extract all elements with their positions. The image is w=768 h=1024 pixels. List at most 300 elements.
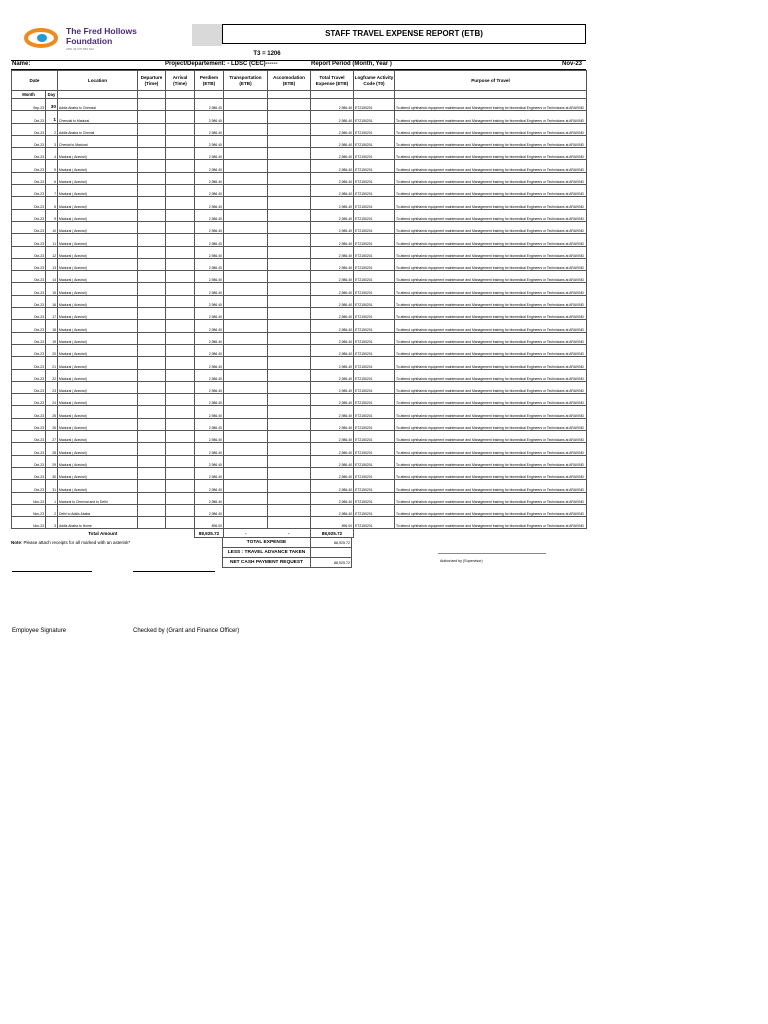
row-logframe-code: ET2150201 <box>354 209 395 221</box>
row-transportation <box>224 443 268 455</box>
row-perdiem: 2,986.40 <box>195 111 224 123</box>
row-purpose: To attend ophthalmic equipment maintenance and Management training for biomedical Engineers or Technicians at ARAVIND <box>395 332 587 344</box>
row-accommodation <box>268 504 311 516</box>
summary-net-label: NET CASH PAYMENT REQUEST <box>223 558 311 568</box>
row-transportation <box>224 99 268 111</box>
row-day: 8 <box>46 197 58 209</box>
row-day: 18 <box>46 320 58 332</box>
row-location: Madurai ( Aravind) <box>58 308 138 320</box>
row-perdiem: 896.00 <box>195 517 224 529</box>
row-arrival <box>166 406 195 418</box>
row-transportation <box>224 123 268 135</box>
row-accommodation <box>268 406 311 418</box>
row-arrival <box>166 492 195 504</box>
row-month: Oct-23 <box>12 246 46 258</box>
row-accommodation <box>268 258 311 270</box>
row-perdiem: 2,986.40 <box>195 418 224 430</box>
row-logframe-code: ET2150201 <box>354 160 395 172</box>
row-arrival <box>166 111 195 123</box>
row-location: Madurai ( Aravind) <box>58 443 138 455</box>
row-logframe-code: ET2150201 <box>354 455 395 467</box>
table-row <box>12 344 587 356</box>
row-arrival <box>166 504 195 516</box>
row-total: 2,986.40 <box>311 431 354 443</box>
row-total: 2,986.40 <box>311 209 354 221</box>
row-logframe-code: ET2150201 <box>354 467 395 479</box>
row-purpose: To attend ophthalmic equipment maintenance and Management training for biomedical Engineers or Technicians at ARAVIND <box>395 406 587 418</box>
table-row <box>12 455 587 467</box>
row-location: Madurai ( Aravind) <box>58 209 138 221</box>
t3-rate: T3 = 1206 <box>253 51 281 57</box>
row-purpose: To attend ophthalmic equipment maintenance and Management training for biomedical Engineers or Technicians at ARAVIND <box>395 308 587 320</box>
row-month: Sep-23 <box>12 99 46 111</box>
row-perdiem: 2,986.40 <box>195 443 224 455</box>
row-perdiem: 2,986.40 <box>195 295 224 307</box>
row-departure <box>138 517 166 529</box>
row-arrival <box>166 394 195 406</box>
row-transportation <box>224 431 268 443</box>
row-arrival <box>166 332 195 344</box>
row-arrival <box>166 357 195 369</box>
row-arrival <box>166 185 195 197</box>
row-departure <box>138 467 166 479</box>
row-perdiem: 2,986.40 <box>195 467 224 479</box>
row-transportation <box>224 344 268 356</box>
row-accommodation <box>268 295 311 307</box>
month-day-row <box>12 91 587 99</box>
row-total: 2,986.40 <box>311 443 354 455</box>
row-month: Oct-23 <box>12 123 46 135</box>
row-purpose: To attend ophthalmic equipment maintenance and Management training for biomedical Engineers or Technicians at ARAVIND <box>395 258 587 270</box>
row-month: Oct-23 <box>12 111 46 123</box>
row-logframe-code: ET2150201 <box>354 443 395 455</box>
row-total: 2,986.40 <box>311 455 354 467</box>
employee-signature-line <box>12 571 92 572</box>
row-location: Madurai ( Aravind) <box>58 185 138 197</box>
row-perdiem: 2,986.40 <box>195 332 224 344</box>
table-row <box>12 258 587 270</box>
row-total: 2,986.40 <box>311 148 354 160</box>
row-logframe-code: ET2150201 <box>354 99 395 111</box>
table-row <box>12 135 587 147</box>
row-total: 2,986.40 <box>311 246 354 258</box>
row-transportation <box>224 209 268 221</box>
row-logframe-code: ET2150201 <box>354 258 395 270</box>
row-perdiem: 2,986.40 <box>195 480 224 492</box>
col-date: Date <box>12 71 58 91</box>
row-total: 2,986.40 <box>311 332 354 344</box>
row-month: Oct-23 <box>12 381 46 393</box>
row-arrival <box>166 431 195 443</box>
row-departure <box>138 271 166 283</box>
row-location: Madurai ( Aravind) <box>58 320 138 332</box>
row-departure <box>138 234 166 246</box>
row-month: Oct-23 <box>12 467 46 479</box>
row-month: Oct-23 <box>12 308 46 320</box>
row-arrival <box>166 271 195 283</box>
row-purpose: To attend ophthalmic equipment maintenance and Management training for biomedical Engineers or Technicians at ARAVIND <box>395 320 587 332</box>
row-total: 896.00 <box>311 517 354 529</box>
table-row <box>12 185 587 197</box>
row-logframe-code: ET2150201 <box>354 111 395 123</box>
col-month: Month <box>12 91 46 99</box>
row-total: 2,986.40 <box>311 369 354 381</box>
row-month: Oct-23 <box>12 431 46 443</box>
row-month: Oct-23 <box>12 418 46 430</box>
row-transportation <box>224 283 268 295</box>
row-logframe-code: ET2150201 <box>354 185 395 197</box>
row-month: Nov-23 <box>12 517 46 529</box>
row-purpose: To attend ophthalmic equipment maintenance and Management training for biomedical Engineers or Technicians at ARAVIND <box>395 344 587 356</box>
row-day: 29 <box>46 455 58 467</box>
table-row <box>12 308 587 320</box>
table-row <box>12 246 587 258</box>
row-purpose: To attend ophthalmic equipment maintenance and Management training for biomedical Engineers or Technicians at ARAVIND <box>395 467 587 479</box>
summary-advance-value <box>311 548 352 558</box>
total-accommodation: - <box>287 531 290 537</box>
row-transportation <box>224 185 268 197</box>
row-departure <box>138 148 166 160</box>
row-logframe-code: ET2150201 <box>354 344 395 356</box>
row-day: 9 <box>46 209 58 221</box>
row-month: Oct-23 <box>12 455 46 467</box>
row-departure <box>138 221 166 233</box>
row-location: Madurai ( Aravind) <box>58 369 138 381</box>
table-row <box>12 221 587 233</box>
row-month: Oct-23 <box>12 369 46 381</box>
row-transportation <box>224 369 268 381</box>
row-total: 2,986.40 <box>311 258 354 270</box>
row-month: Oct-23 <box>12 209 46 221</box>
row-logframe-code: ET2150201 <box>354 197 395 209</box>
row-day: 25 <box>46 406 58 418</box>
row-arrival <box>166 443 195 455</box>
row-transportation <box>224 197 268 209</box>
row-logframe-code: ET2150201 <box>354 492 395 504</box>
row-departure <box>138 480 166 492</box>
row-accommodation <box>268 135 311 147</box>
row-purpose: To attend ophthalmic equipment maintenance and Management training for biomedical Engineers or Technicians at ARAVIND <box>395 443 587 455</box>
row-arrival <box>166 344 195 356</box>
row-arrival <box>166 221 195 233</box>
summary-net-value: 88,925.72 <box>311 558 352 568</box>
row-accommodation <box>268 283 311 295</box>
row-location: Madurai ( Aravind) <box>58 418 138 430</box>
row-month: Nov-23 <box>12 504 46 516</box>
row-day: 2 <box>46 123 58 135</box>
row-location: Madurai ( Aravind) <box>58 455 138 467</box>
row-purpose: To attend ophthalmic equipment maintenance and Management training for biomedical Engineers or Technicians at ARAVIND <box>395 394 587 406</box>
row-location: Madurai ( Aravind) <box>58 406 138 418</box>
table-row <box>12 209 587 221</box>
row-location: Madurai ( Aravind) <box>58 467 138 479</box>
row-month: Oct-23 <box>12 480 46 492</box>
row-departure <box>138 431 166 443</box>
row-perdiem: 2,986.40 <box>195 209 224 221</box>
row-month: Oct-23 <box>12 443 46 455</box>
row-logframe-code: ET2150201 <box>354 332 395 344</box>
row-month: Oct-23 <box>12 221 46 233</box>
row-perdiem: 2,986.40 <box>195 246 224 258</box>
row-departure <box>138 295 166 307</box>
row-total: 2,986.40 <box>311 111 354 123</box>
col-perdiem: Perdiem (ETB) <box>195 71 224 91</box>
row-logframe-code: ET2150201 <box>354 431 395 443</box>
row-total: 2,986.40 <box>311 160 354 172</box>
row-purpose: To attend ophthalmic equipment maintenance and Management training for biomedical Engineers or Technicians at ARAVIND <box>395 221 587 233</box>
row-logframe-code: ET2150201 <box>354 148 395 160</box>
row-purpose: To attend ophthalmic equipment maintenance and Management training for biomedical Engineers or Technicians at ARAVIND <box>395 283 587 295</box>
row-accommodation <box>268 197 311 209</box>
row-day: 17 <box>46 308 58 320</box>
row-transportation <box>224 135 268 147</box>
table-row <box>12 517 587 529</box>
row-accommodation <box>268 344 311 356</box>
row-perdiem: 2,986.40 <box>195 455 224 467</box>
summary-table <box>222 537 352 568</box>
row-purpose: To attend ophthalmic equipment maintenance and Management training for biomedical Engineers or Technicians at ARAVIND <box>395 418 587 430</box>
row-purpose: To attend ophthalmic equipment maintenance and Management training for biomedical Engineers or Technicians at ARAVIND <box>395 492 587 504</box>
row-departure <box>138 418 166 430</box>
row-transportation <box>224 332 268 344</box>
expense-table <box>11 70 587 538</box>
row-month: Oct-23 <box>12 234 46 246</box>
row-logframe-code: ET2150201 <box>354 234 395 246</box>
report-period-label: Report Period (Month, Year ) <box>311 61 392 67</box>
row-total: 2,986.40 <box>311 234 354 246</box>
logo-tagline: ABN 46 070 556 642 <box>66 47 94 51</box>
row-arrival <box>166 160 195 172</box>
row-location: Addis Ababa to Chenial <box>58 123 138 135</box>
row-accommodation <box>268 492 311 504</box>
row-perdiem: 2,986.40 <box>195 123 224 135</box>
row-day: 7 <box>46 185 58 197</box>
row-arrival <box>166 369 195 381</box>
row-day: 10 <box>46 221 58 233</box>
row-day: 12 <box>46 246 58 258</box>
table-row <box>12 111 587 123</box>
row-month: Oct-23 <box>12 344 46 356</box>
row-logframe-code: ET2150201 <box>354 517 395 529</box>
row-arrival <box>166 135 195 147</box>
row-logframe-code: ET2150201 <box>354 406 395 418</box>
row-departure <box>138 160 166 172</box>
row-total: 2,986.40 <box>311 283 354 295</box>
row-transportation <box>224 234 268 246</box>
row-day: 13 <box>46 258 58 270</box>
row-location: Madurai ( Aravind) <box>58 271 138 283</box>
row-transportation <box>224 221 268 233</box>
row-logframe-code: ET2150201 <box>354 172 395 184</box>
row-month: Oct-23 <box>12 148 46 160</box>
row-arrival <box>166 123 195 135</box>
col-departure: Departure (Time) <box>138 71 166 91</box>
row-perdiem: 2,986.40 <box>195 271 224 283</box>
row-departure <box>138 443 166 455</box>
row-transportation <box>224 271 268 283</box>
row-departure <box>138 246 166 258</box>
row-purpose: To attend ophthalmic equipment maintenance and Management training for biomedical Engineers or Technicians at ARAVIND <box>395 369 587 381</box>
row-total: 2,986.40 <box>311 197 354 209</box>
logo-name-line2: Foundation <box>66 36 113 46</box>
total-transportation: - <box>244 531 247 537</box>
row-location: Madurai ( Aravind) <box>58 480 138 492</box>
row-accommodation <box>268 234 311 246</box>
row-logframe-code: ET2150201 <box>354 123 395 135</box>
receipt-note <box>11 540 130 545</box>
table-row <box>12 467 587 479</box>
row-purpose: To attend ophthalmic equipment maintenance and Management training for biomedical Engineers or Technicians at ARAVIND <box>395 517 587 529</box>
row-departure <box>138 492 166 504</box>
row-day: 16 <box>46 295 58 307</box>
row-transportation <box>224 320 268 332</box>
report-period-value: Nov-23 <box>562 61 583 67</box>
table-row <box>12 369 587 381</box>
row-accommodation <box>268 99 311 111</box>
row-perdiem: 2,986.40 <box>195 283 224 295</box>
row-perdiem: 2,986.40 <box>195 381 224 393</box>
row-departure <box>138 357 166 369</box>
row-departure <box>138 504 166 516</box>
row-perdiem: 2,986.40 <box>195 492 224 504</box>
row-month: Oct-23 <box>12 258 46 270</box>
row-accommodation <box>268 221 311 233</box>
row-perdiem: 2,986.40 <box>195 135 224 147</box>
row-arrival <box>166 172 195 184</box>
project-label: Project/Departement: - LDSC (CEC)------ <box>165 61 278 67</box>
table-row <box>12 418 587 430</box>
summary-advance-label: LESS : TRAVEL ADVANCE TAKEN <box>223 548 311 558</box>
row-accommodation <box>268 123 311 135</box>
row-arrival <box>166 455 195 467</box>
row-departure <box>138 185 166 197</box>
row-purpose: To attend ophthalmic equipment maintenance and Management training for biomedical Engineers or Technicians at ARAVIND <box>395 480 587 492</box>
row-accommodation <box>268 394 311 406</box>
row-transportation <box>224 381 268 393</box>
row-location: Madurai ( Aravind) <box>58 344 138 356</box>
row-month: Oct-23 <box>12 406 46 418</box>
report-title: STAFF TRAVEL EXPENSE REPORT (ETB) <box>222 24 586 44</box>
row-location: Madurai ( Aravind) <box>58 295 138 307</box>
note-text: : Please attach receipts for all marked with an asterisk* <box>21 540 131 545</box>
row-location: Chencial to Madurai <box>58 111 138 123</box>
row-location: Madurai ( Aravind) <box>58 197 138 209</box>
row-total: 2,986.40 <box>311 504 354 516</box>
row-departure <box>138 111 166 123</box>
header-gray-block <box>192 24 222 46</box>
row-purpose: To attend ophthalmic equipment maintenance and Management training for biomedical Engineers or Technicians at ARAVIND <box>395 197 587 209</box>
row-transportation <box>224 308 268 320</box>
table-row <box>12 431 587 443</box>
row-perdiem: 2,986.40 <box>195 357 224 369</box>
row-purpose: To attend ophthalmic equipment maintenance and Management training for biomedical Engineers or Technicians at ARAVIND <box>395 111 587 123</box>
row-month: Oct-23 <box>12 295 46 307</box>
name-label: Name: <box>12 61 31 67</box>
logo-ring-icon <box>24 28 58 48</box>
col-transportation: Transportation (ETB) <box>224 71 268 91</box>
row-accommodation <box>268 418 311 430</box>
row-arrival <box>166 295 195 307</box>
row-arrival <box>166 258 195 270</box>
row-logframe-code: ET2150201 <box>354 295 395 307</box>
table-row <box>12 99 587 111</box>
row-accommodation <box>268 160 311 172</box>
row-total: 2,986.40 <box>311 172 354 184</box>
row-transportation <box>224 258 268 270</box>
row-day: 20 <box>46 344 58 356</box>
row-departure <box>138 123 166 135</box>
row-month: Oct-23 <box>12 197 46 209</box>
row-day: 14 <box>46 271 58 283</box>
row-month: Oct-23 <box>12 185 46 197</box>
row-arrival <box>166 480 195 492</box>
col-arrival: Arrival (Time) <box>166 71 195 91</box>
row-total: 2,986.40 <box>311 99 354 111</box>
row-location: Madurai ( Aravind) <box>58 357 138 369</box>
col-purpose: Purpose of Travel <box>395 71 587 91</box>
row-accommodation <box>268 357 311 369</box>
row-day: 22 <box>46 369 58 381</box>
row-location: Madurai ( Aravind) <box>58 283 138 295</box>
row-accommodation <box>268 111 311 123</box>
row-perdiem: 2,986.40 <box>195 160 224 172</box>
row-location: Madurai ( Aravind) <box>58 246 138 258</box>
row-logframe-code: ET2150201 <box>354 381 395 393</box>
row-total: 2,986.40 <box>311 357 354 369</box>
row-purpose: To attend ophthalmic equipment maintenance and Management training for biomedical Engineers or Technicians at ARAVIND <box>395 160 587 172</box>
row-departure <box>138 320 166 332</box>
row-logframe-code: ET2150201 <box>354 369 395 381</box>
row-day: 4 <box>46 148 58 160</box>
row-transportation <box>224 394 268 406</box>
row-total: 2,986.40 <box>311 394 354 406</box>
col-accommodation: Accomodation (ETB) <box>268 71 311 91</box>
row-location: Madurai ( Aravind) <box>58 258 138 270</box>
row-perdiem: 2,986.40 <box>195 369 224 381</box>
row-logframe-code: ET2150201 <box>354 283 395 295</box>
summary-total-label: TOTAL EXPENSE <box>223 538 311 548</box>
total-perdiem: 88,925.72 <box>195 529 224 538</box>
row-purpose: To attend ophthalmic equipment maintenance and Management training for biomedical Engineers or Technicians at ARAVIND <box>395 357 587 369</box>
row-arrival <box>166 197 195 209</box>
row-arrival <box>166 246 195 258</box>
row-transportation <box>224 111 268 123</box>
row-arrival <box>166 517 195 529</box>
row-day: 27 <box>46 431 58 443</box>
row-month: Nov-23 <box>12 492 46 504</box>
row-day: 23 <box>46 381 58 393</box>
foundation-logo <box>24 26 164 52</box>
table-row <box>12 123 587 135</box>
row-location: Madurai ( Aravind) <box>58 234 138 246</box>
table-row <box>12 271 587 283</box>
row-accommodation <box>268 148 311 160</box>
authorized-by-label: Authorized by (Supervisor) <box>440 559 483 563</box>
row-logframe-code: ET2150201 <box>354 418 395 430</box>
row-perdiem: 2,986.40 <box>195 258 224 270</box>
row-transportation <box>224 504 268 516</box>
row-transportation <box>224 246 268 258</box>
row-arrival <box>166 418 195 430</box>
row-total: 2,986.40 <box>311 320 354 332</box>
row-day: 2 <box>46 504 58 516</box>
row-perdiem: 2,986.40 <box>195 234 224 246</box>
row-accommodation <box>268 443 311 455</box>
employee-signature-label: Employee Signature <box>12 628 67 634</box>
row-transportation <box>224 455 268 467</box>
row-perdiem: 2,986.40 <box>195 148 224 160</box>
row-location: Madurai ( Aravind) <box>58 221 138 233</box>
